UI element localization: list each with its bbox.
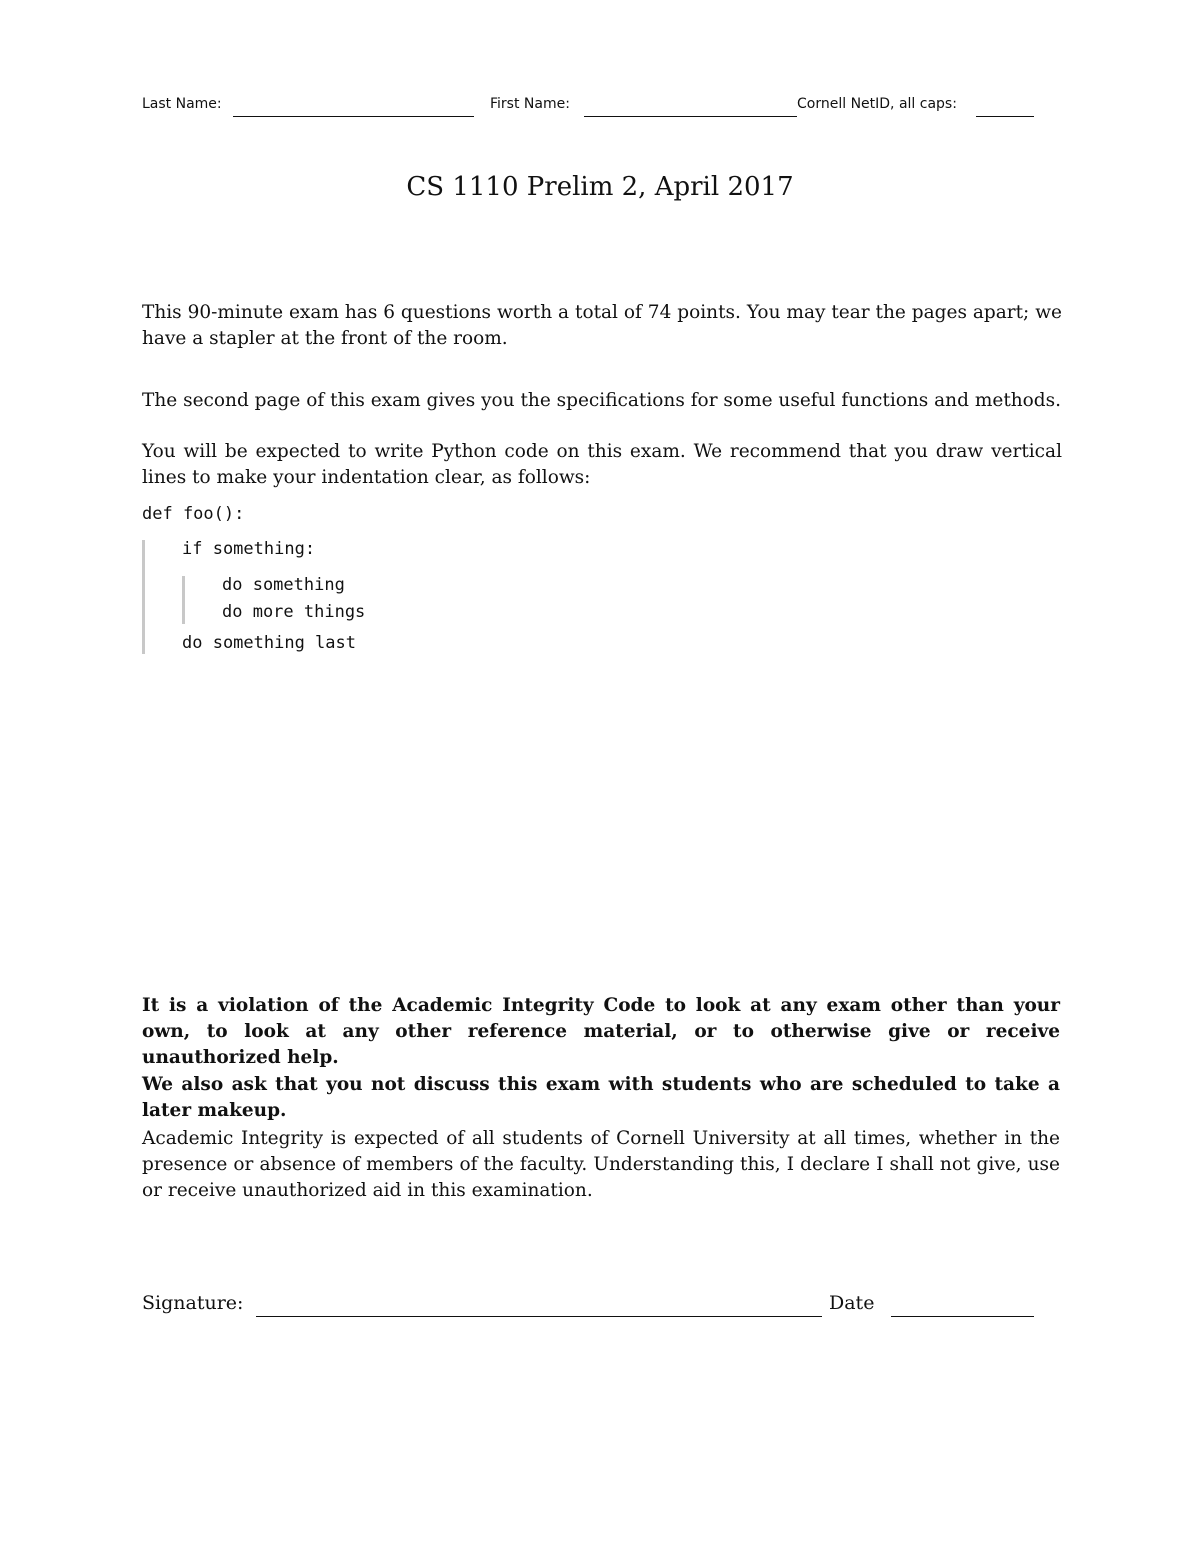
- last-name-label: Last Name:: [142, 96, 222, 112]
- last-name-blank[interactable]: [233, 116, 474, 117]
- makeup-notice: We also ask that you not discuss this exam with students who are scheduled to take a later makeup.: [142, 1074, 1060, 1121]
- integrity-statement: Academic Integrity is expected of all students of Cornell University at all times, whether in the presence or absence of members of the faculty. Understanding this, I declare I shall not give, use or receive unauthorized aid in this examination.: [142, 1128, 1060, 1201]
- code-line-do-last: do something last: [182, 633, 356, 653]
- netid-label: Cornell NetID, all caps:: [797, 96, 957, 112]
- first-name-blank[interactable]: [584, 116, 797, 117]
- integrity-warning: [142, 993, 1060, 1071]
- integrity-warning-pre: It is a violation of the: [142, 995, 393, 1016]
- signature-row: [142, 1288, 1037, 1322]
- date-blank[interactable]: [891, 1316, 1034, 1317]
- academic-integrity-code: Academic Integrity Code: [392, 995, 656, 1016]
- code-line-def: def foo():: [142, 504, 245, 524]
- exam-title: CS 1110 Prelim 2, April 2017: [406, 172, 794, 202]
- code-line-do-something: do something: [222, 575, 345, 595]
- integrity-warning-post: to look at any exam other than your own, to look at any other reference material, or to otherwise give or receive unauthorized help.: [142, 995, 1060, 1068]
- indent-bar-inner: [182, 576, 185, 624]
- first-name-label: First Name:: [490, 96, 570, 112]
- date-label: Date: [829, 1292, 875, 1314]
- name-header-row: [142, 92, 1037, 120]
- netid-blank[interactable]: [976, 116, 1034, 117]
- indent-bar-outer: [142, 540, 145, 654]
- intro-paragraph-1: This 90-minute exam has 6 questions worth a total of 74 points. You may tear the pages apart; we have a stapler at the front of the room.: [142, 302, 1062, 349]
- code-line-do-more: do more things: [222, 602, 366, 622]
- intro-paragraph-3: You will be expected to write Python code on this exam. We recommend that you draw vertical lines to make your indentation clear, as follows:: [142, 441, 1062, 488]
- intro-paragraph-2: The second page of this exam gives you the specifications for some useful functions and methods.: [142, 390, 1062, 411]
- signature-label: Signature:: [142, 1292, 244, 1314]
- signature-blank[interactable]: [256, 1316, 822, 1317]
- code-line-if: if something:: [182, 539, 316, 559]
